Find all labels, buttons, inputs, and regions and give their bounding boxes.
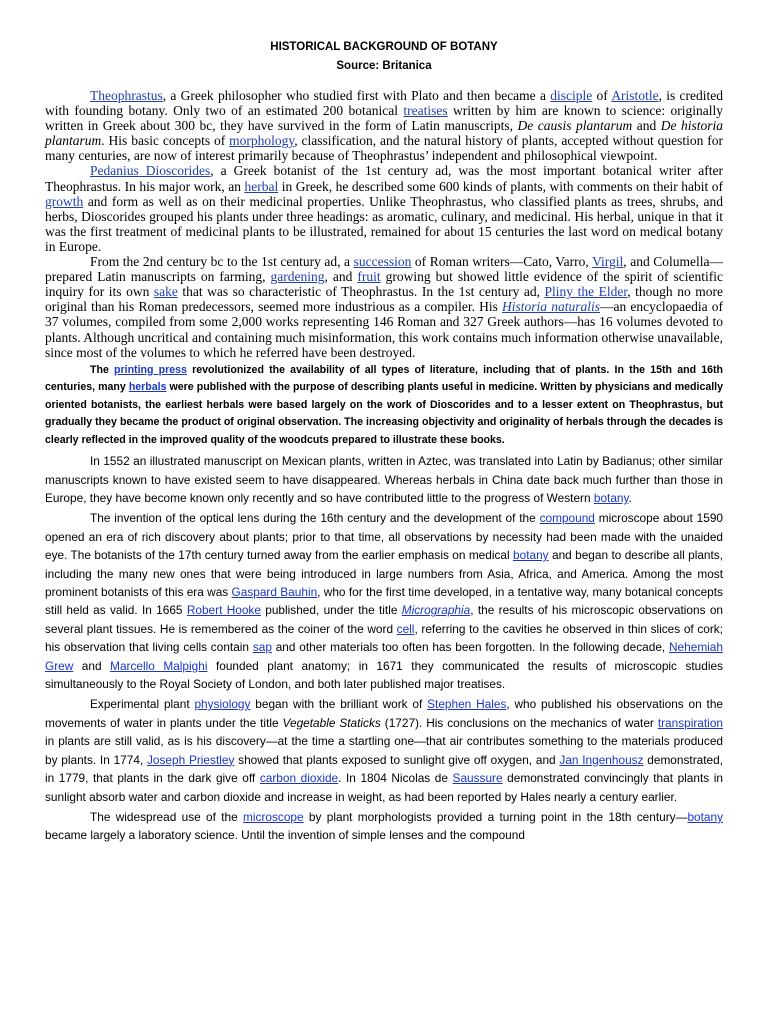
link-sap[interactable]: sap	[252, 640, 272, 655]
link-micrographia[interactable]: Micrographia	[401, 603, 471, 618]
paragraph-dioscorides: Pedanius Dioscorides, a Greek botanist of the 1st century ad, was the most important botanical writer after Theophrastus. In his major work, an herbal in Greek, he described some 600 kinds of plants, with comments on their habit of growth and form as well as on their medicinal properties. Unlike Theophrastus, who classified plants as trees, shrubs, and herbs, Dioscorides grouped his plants under three headings: as aromatic, culinary, and medicinal. His herbal, unique in that it was the first treatment of medicinal plants to be illustrated, remained for about 15 centuries the last word on medical botany in Europe.	[45, 163, 724, 254]
paragraph-plant-physiology: Experimental plant physiology began with the brilliant work of Stephen Hales, who published his observations on the movements of water in plants under the title Vegetable Staticks (1727). His conclusions on the mechanics of water transpiration in plants are still valid, as is his discovery—at the time a startling one—that air contributes something to the materials produced by plants. In 1774, Joseph Priestley showed that plants exposed to sunlight give off oxygen, and Jan Ingenhousz demonstrated, in 1779, that plants in the dark give off carbon dioxide. In 1804 Nicolas de Saussure demonstrated convincingly that plants in sunlight absorb water and carbon dioxide and increase in weight, as had been reported by Hales nearly a century earlier.	[45, 697, 724, 804]
link-aristotle[interactable]: Aristotle	[611, 88, 659, 103]
bold-section	[45, 362, 723, 450]
link-pliny-the-elder[interactable]: Pliny the Elder	[544, 284, 628, 300]
paragraph-1552-manuscript: In 1552 an illustrated manuscript on Mexican plants, written in Aztec, was translated into Latin by Badianus; other similar manuscripts known to have existed seem to have disappeared. Whereas herbals in China date back much further than those in Europe, they have become known only recently and so have contributed little to the progress of Western botany.	[45, 454, 723, 505]
link-treatises[interactable]: treatises	[403, 103, 448, 119]
paragraph-optical-lens: The invention of the optical lens during the 16th century and the development of the compound microscope about 1590 opened an era of rich discovery about plants; prior to that time, all observations by necessity had been made with the unaided eye. The botanists of the 17th century turned away from the earlier emphasis on medical botany and began to describe all plants, including the many new ones that were being introduced in large numbers from Asia, Africa, and America. Among the most prominent botanists of this era was Gaspard Bauhin, who for the first time developed, in a tentative way, many botanical concepts still held as valid. In 1665 Robert Hooke published, under the title Micrographia, the results of his microscopic observations on several plant tissues. He is remembered as the coiner of the word cell, referring to the cavities he observed in thin slices of cork; his observation that living cells contain sap and other materials too often has been forgotten. In the following decade, Nehemiah Grew and Marcello Malpighi founded plant anatomy; in 1671 they communicated the results of microscopic studies simultaneously to the Royal Society of London, and both later published major treatises.	[45, 511, 724, 692]
link-herbal[interactable]: herbal	[244, 178, 279, 194]
link-morphology[interactable]: morphology	[229, 133, 295, 149]
link-saussure[interactable]: Saussure	[452, 771, 503, 786]
link-botany[interactable]: botany	[513, 548, 549, 563]
link-virgil[interactable]: Virgil	[592, 254, 624, 270]
link-microscope[interactable]: microscope	[243, 809, 304, 824]
link-pedanius-dioscorides[interactable]: Pedanius Dioscorides	[90, 163, 211, 179]
paragraph-roman-writers: From the 2nd century bc to the 1st century ad, a succession of Roman writers—Cato, Varro, Virgil, and Columella—prepared Latin manuscripts on farming, gardening, and fruit growing but showed little evidence of the spirit of scientific inquiry for its own sake that was so characteristic of Theophrastus. In the 1st century ad, Pliny the Elder, though no more original than his Roman predecessors, seemed more industrious as a compiler. His Historia naturalis—an encyclopaedia of 37 volumes, compiled from some 2,000 works representing 146 Roman and 327 Greek authors—has 16 volumes devoted to plants. Although uncritical and containing much misinformation, this work contains much information otherwise unavailable, since most of the volumes to which he referred have been destroyed.	[45, 254, 724, 360]
paragraph-printing-press: The printing press revolutionized the availability of all types of literature, including that of plants. In the 15th and 16th centuries, many herbals were published with the purpose of describing plants useful in medicine. Written by physicians and medically oriented botanists, the earliest herbals were based largely on the work of Dioscorides and to a lesser extent on Theophrastus, but gradually they became the product of original observation. The increasing objectivity and originality of herbals through the decades is clearly reflected in the improved quality of the woodcuts prepared to illustrate these books.	[45, 363, 724, 446]
document-title: HISTORICAL BACKGROUND OF BOTANY	[270, 41, 498, 53]
link-transpiration[interactable]: transpiration	[657, 715, 723, 730]
link-cell[interactable]: cell	[396, 621, 415, 636]
link-disciple[interactable]: disciple	[550, 88, 593, 103]
paragraph-microscope: The widespread use of the microscope by plant morphologists provided a turning point in the 18th century—botany became largely a laboratory science. Until the invention of simple lenses and the compound	[45, 809, 723, 843]
link-growth[interactable]: growth	[45, 193, 84, 209]
link-historia-naturalis[interactable]: Historia naturalis	[502, 299, 600, 315]
document-source: Source: Britanica	[336, 60, 432, 72]
link-physiology[interactable]: physiology	[194, 697, 251, 712]
sans-section	[45, 452, 723, 845]
link-botany[interactable]: botany	[593, 491, 629, 505]
link-compound[interactable]: compound	[539, 511, 595, 526]
serif-section	[45, 88, 723, 360]
link-printing-press[interactable]: printing press	[114, 363, 187, 376]
link-gaspard-bauhin[interactable]: Gaspard Bauhin	[231, 585, 318, 600]
link-fruit[interactable]: fruit	[357, 269, 381, 285]
link-nehemiah-grew[interactable]: Nehemiah Grew	[45, 640, 723, 673]
link-stephen-hales[interactable]: Stephen Hales	[427, 697, 507, 712]
link-herbals[interactable]: herbals	[128, 381, 167, 394]
link-jan-ingenhousz[interactable]: Jan Ingenhousz	[559, 752, 644, 767]
link-carbon-dioxide[interactable]: carbon dioxide	[259, 771, 339, 786]
link-succession[interactable]: succession	[353, 254, 412, 270]
link-robert-hooke[interactable]: Robert Hooke	[186, 603, 261, 618]
paragraph-theophrastus: Theophrastus, a Greek philosopher who studied first with Plato and then became a disciple of Aristotle, is credited with founding botany. Only two of an estimated 200 botanical treatises written by him are known to science: originally written in Greek about 300 bc, they have survived in the form of Latin manuscripts, De causis plantarum and De historia plantarum. His basic concepts of morphology, classification, and the natural history of plants, accepted without question for many centuries, are now of interest primarily because of Theophrastus’ independent and philosophical viewpoint.	[45, 88, 724, 164]
link-theophrastus[interactable]: Theophrastus	[90, 88, 163, 103]
link-botany[interactable]: botany	[687, 809, 723, 824]
link-joseph-priestley[interactable]: Joseph Priestley	[147, 752, 235, 767]
link-sake[interactable]: sake	[153, 284, 178, 300]
link-gardening[interactable]: gardening	[270, 269, 325, 285]
link-marcello-malpighi[interactable]: Marcello Malpighi	[110, 658, 208, 673]
